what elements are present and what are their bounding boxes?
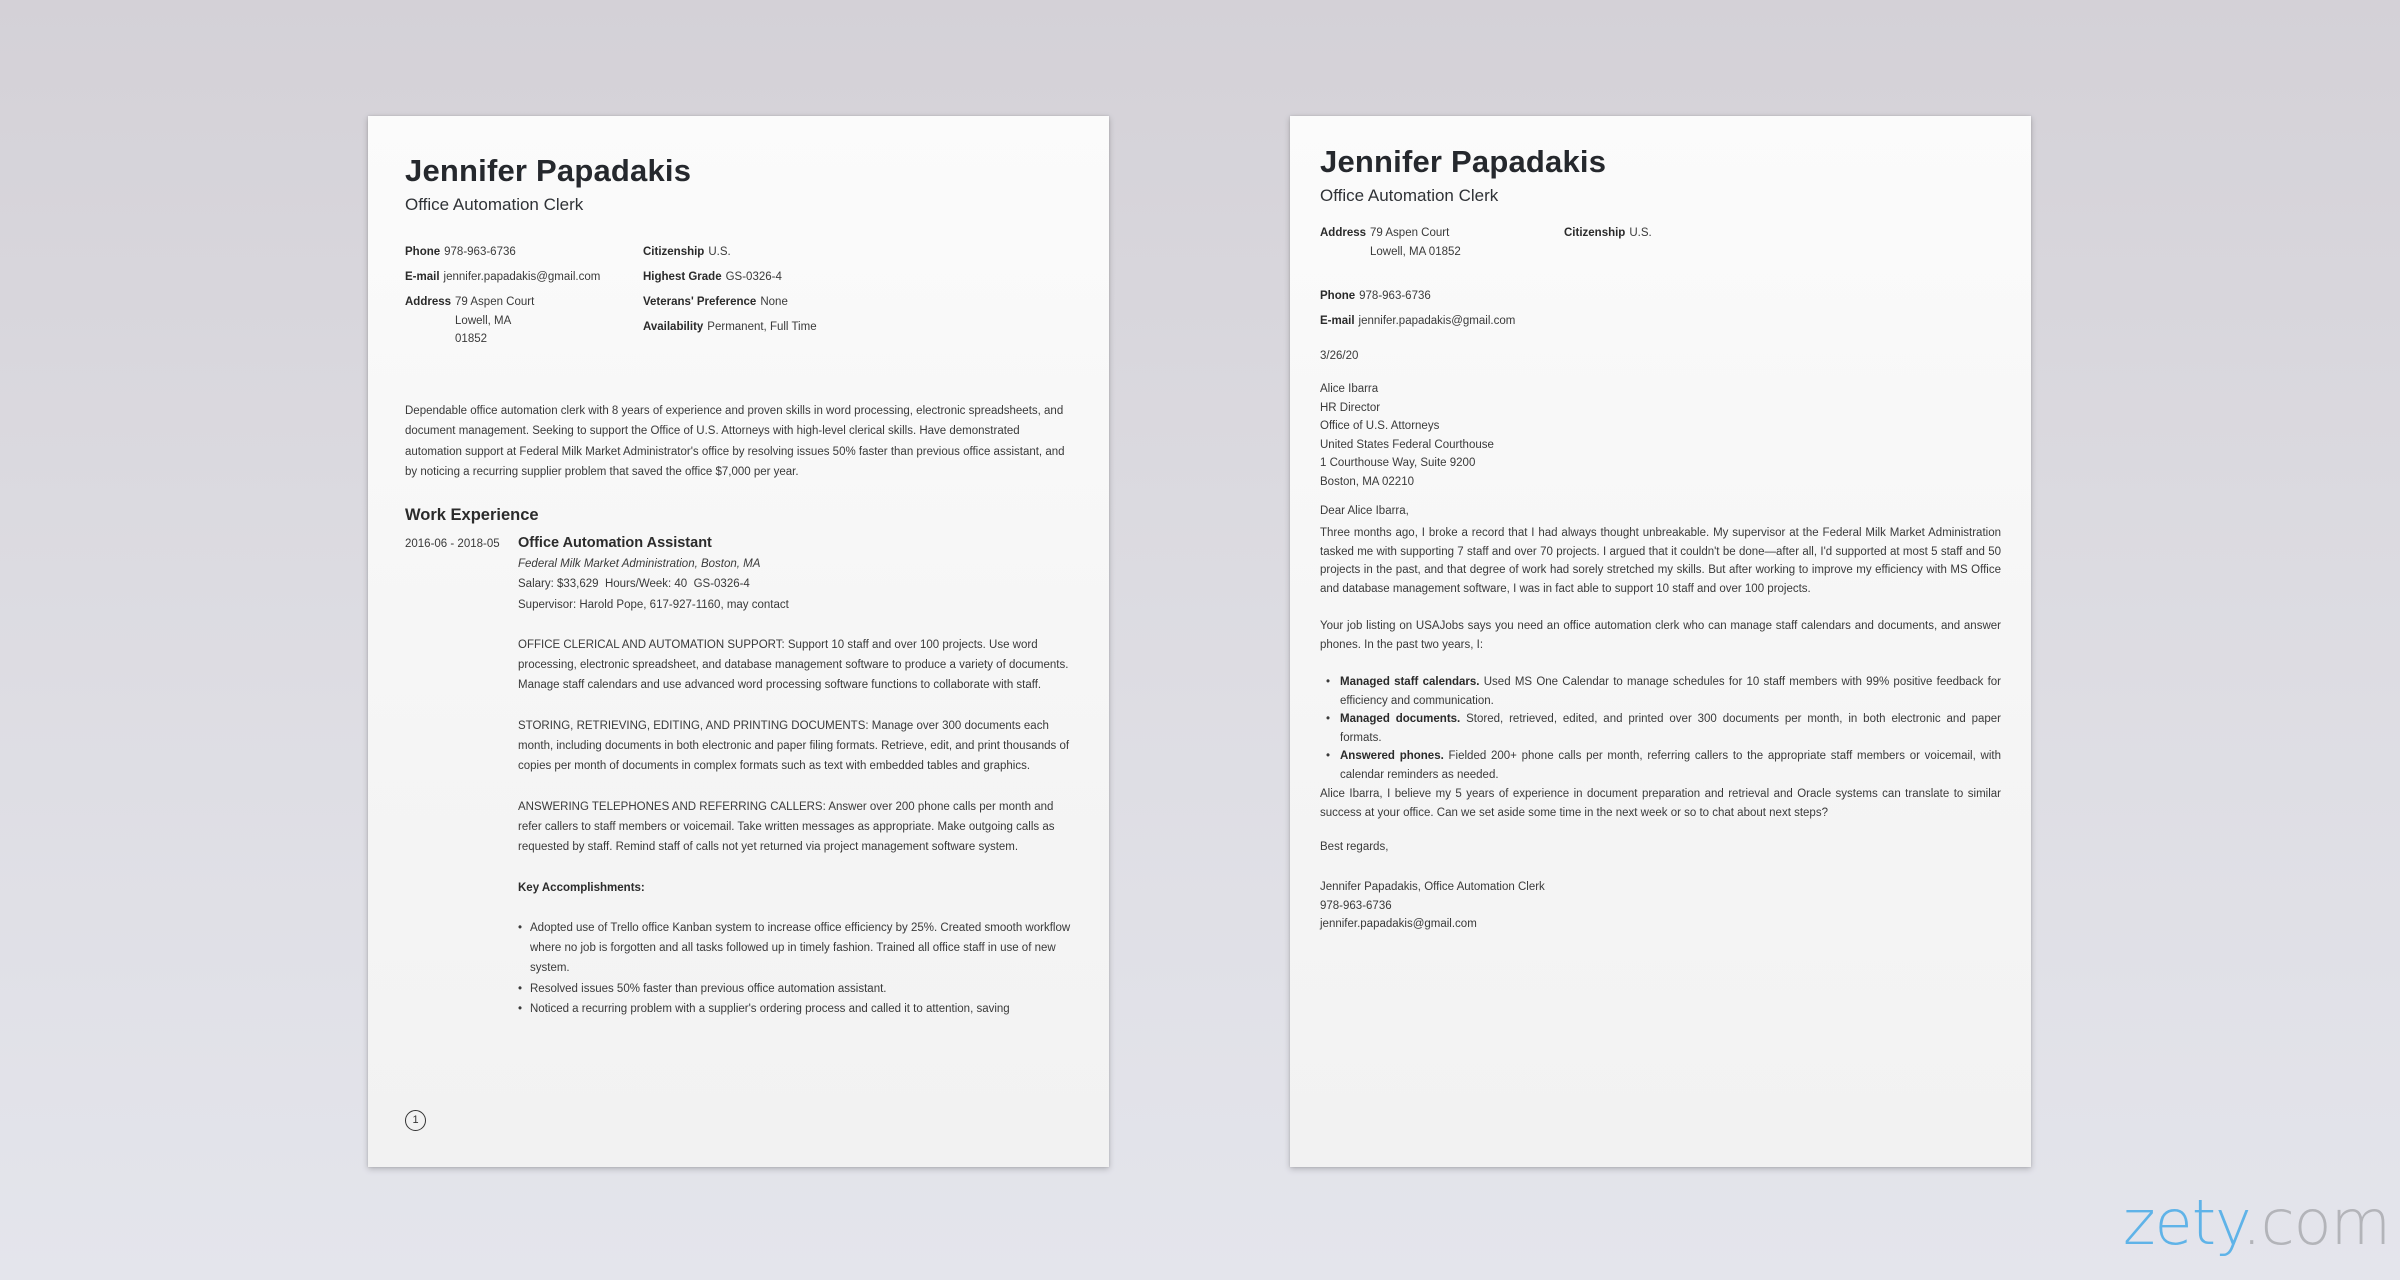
citizenship-label: Citizenship [1564, 227, 1626, 239]
veterans-value: None [760, 296, 788, 308]
closing: Best regards, [1320, 841, 1389, 853]
job-duty-paragraph: ANSWERING TELEPHONES AND REFERRING CALLERS: Answer over 200 phone calls per month and refer callers to staff members or voicemail. Take written messages as appropriate. Make outgoing calls as requested by staff. Remind staff of calls not yet returned via project management software system. [518, 800, 1055, 854]
recipient-line: 1 Courthouse Way, Suite 9200 [1320, 457, 1476, 469]
signature-name: Jennifer Papadakis, Office Automation Clerk [1320, 881, 1545, 893]
accomplishments-list [368, 918, 1080, 1019]
recipient-line: Office of U.S. Attorneys [1320, 420, 1440, 432]
address-line-1: 79 Aspen Court [1370, 227, 1450, 239]
letter-paragraph-1: Three months ago, I broke a record that I had always thought unbreakable. My supervisor at the Federal Milk Market Administration tasked me with supporting 7 staff and over 70 projects. I argued that it couldn't be done—after all, I'd supported at most 5 staff and 50 projects in the past, and that degree of work had sorely stretched my skills. But after working to improve my efficiency with MS Office and database management software, I was in fact able to support 10 staff and over 100 projects. [1320, 527, 2001, 595]
phone-value: 978-963-6736 [1359, 290, 1431, 302]
recipient-block [1320, 380, 1494, 491]
citizenship-value: U.S. [1629, 227, 1652, 239]
availability-value: Permanent, Full Time [707, 321, 817, 333]
email-label: E-mail [1320, 315, 1355, 327]
resume-page [368, 116, 1109, 1167]
resume-job-title: Office Automation Clerk [405, 195, 584, 214]
job-employer: Federal Milk Market Administration, Boston, MA [518, 558, 761, 570]
logo-suffix: .com [2241, 1186, 2390, 1259]
accomplishment-item: • Noticed a recurring problem with a supplier's ordering process and called it to attention, saving [368, 999, 1080, 1019]
cover-name: Jennifer Papadakis [1320, 144, 1607, 179]
grade-label: Highest Grade [643, 271, 722, 283]
achievement-item [1320, 673, 2001, 710]
job-pay-line: Salary: $33,629 Hours/Week: 40 GS-0326-4 [518, 578, 750, 591]
phone-label: Phone [1320, 290, 1356, 302]
achievement-item [1320, 710, 2001, 747]
work-experience-heading: Work Experience [405, 506, 539, 524]
signature-block [1320, 878, 1545, 934]
accomplishments-heading: Key Accomplishments: [518, 881, 645, 894]
achievement-text: Fielded 200+ phone calls per month, referring callers to the appropriate staff members or voicemail, with calendar reminders as needed. [1340, 750, 2001, 781]
grade-value: GS-0326-4 [725, 271, 782, 283]
cover-job-title: Office Automation Clerk [1320, 186, 1499, 205]
veterans-label: Veterans' Preference [643, 296, 757, 308]
address-line-3: 01852 [455, 333, 488, 345]
address-label: Address [405, 296, 452, 308]
resume-summary: Dependable office automation clerk with 8 years of experience and proven skills in word processing, electronic spreadsheets, and document management. Seeking to support the Office of U.S. Attorneys with high-level clerical skills. Have demonstrated automation support at Federal Milk Market Administrator's office by resolving issues 50% faster than previous office assistant, and by noticing a recurring supplier problem that saved the office $7,000 per year. [405, 405, 1065, 478]
availability-label: Availability [643, 321, 704, 333]
address-line-2: Lowell, MA 01852 [1370, 245, 1461, 258]
achievement-title: Managed documents. [1340, 713, 1461, 725]
page-number-icon: 1 [405, 1110, 426, 1131]
letter-date: 3/26/20 [1320, 350, 1359, 362]
job-supervisor: Supervisor: Harold Pope, 617-927-1160, may contact [518, 598, 789, 611]
achievement-text: Stored, retrieved, edited, and printed over 300 documents per month, in both electronic and paper formats. [1340, 713, 2002, 744]
address-line-1: 79 Aspen Court [455, 296, 535, 308]
cover-citizenship [1564, 224, 1652, 243]
zety-logo [2123, 1186, 2390, 1259]
achievement-text: Used MS One Calendar to manage schedules for 10 staff members with 99% positive feedback for efficiency and communication. [1340, 676, 2001, 707]
address-label: Address [1320, 227, 1367, 239]
achievement-title: Managed staff calendars. [1340, 676, 1480, 688]
letter-paragraph-2: Your job listing on USAJobs says you need an office automation clerk who can manage staff calendars and documents, and answer phones. In the past two years, I: [1320, 620, 2001, 651]
citizenship-label: Citizenship [643, 246, 705, 258]
signature-email: jennifer.papadakis@gmail.com [1320, 918, 1477, 930]
cover-address [1320, 224, 1461, 261]
accomplishment-item: • Adopted use of Trello office Kanban system to increase office efficiency by 25%. Created smooth workflow where no job is forgotten and all tasks followed up in timely fashion. Trained all office staff in use of new system. [368, 918, 1080, 979]
federal-details [643, 240, 817, 340]
recipient-line: Alice Ibarra [1320, 383, 1379, 395]
resume-name: Jennifer Papadakis [405, 153, 692, 188]
job-duty-paragraph: OFFICE CLERICAL AND AUTOMATION SUPPORT: Support 10 staff and over 100 projects. Use word processing, electronic spreadsheet, and database management software to produce a variety of documents. Manage staff calendars and use advanced word processing software functions to collaborate with staff. [518, 638, 1069, 692]
email-value: jennifer.papadakis@gmail.com [443, 271, 601, 283]
job-dates: 2016-06 - 2018-05 [405, 538, 500, 550]
phone-value: 978-963-6736 [444, 246, 516, 258]
address-line-2: Lowell, MA [455, 314, 512, 327]
job-title: Office Automation Assistant [518, 535, 712, 551]
cover-letter-page [1290, 116, 2031, 1167]
achievement-list [1320, 673, 2001, 784]
email-label: E-mail [405, 271, 440, 283]
recipient-line: HR Director [1320, 401, 1381, 414]
achievement-title: Answered phones. [1340, 750, 1444, 762]
salutation: Dear Alice Ibarra, [1320, 505, 1409, 517]
job-entry [518, 532, 1078, 1019]
recipient-line: Boston, MA 02210 [1320, 475, 1414, 488]
achievement-item [1320, 747, 2001, 784]
signature-phone: 978-963-6736 [1320, 899, 1392, 912]
logo-name: zety [2123, 1186, 2242, 1259]
recipient-line: United States Federal Courthouse [1320, 438, 1494, 451]
email-value: jennifer.papadakis@gmail.com [1358, 315, 1516, 327]
phone-label: Phone [405, 246, 441, 258]
contact-info [405, 240, 600, 349]
cover-contact [1320, 284, 1515, 334]
accomplishment-item: • Resolved issues 50% faster than previous office automation assistant. [368, 979, 1080, 999]
citizenship-value: U.S. [708, 246, 731, 258]
job-duty-paragraph: STORING, RETRIEVING, EDITING, AND PRINTING DOCUMENTS: Manage over 300 documents each month, including documents in both electronic and paper filing formats. Retrieve, edit, and print thousands of copies per month of documents in complex formats such as text with embedded tables and graphics. [518, 719, 1070, 773]
letter-paragraph-3: Alice Ibarra, I believe my 5 years of experience in document preparation and retrieval and Oracle systems can translate to similar success at your office. Can we set aside some time in the next week or so to chat about next steps? [1320, 788, 2001, 819]
